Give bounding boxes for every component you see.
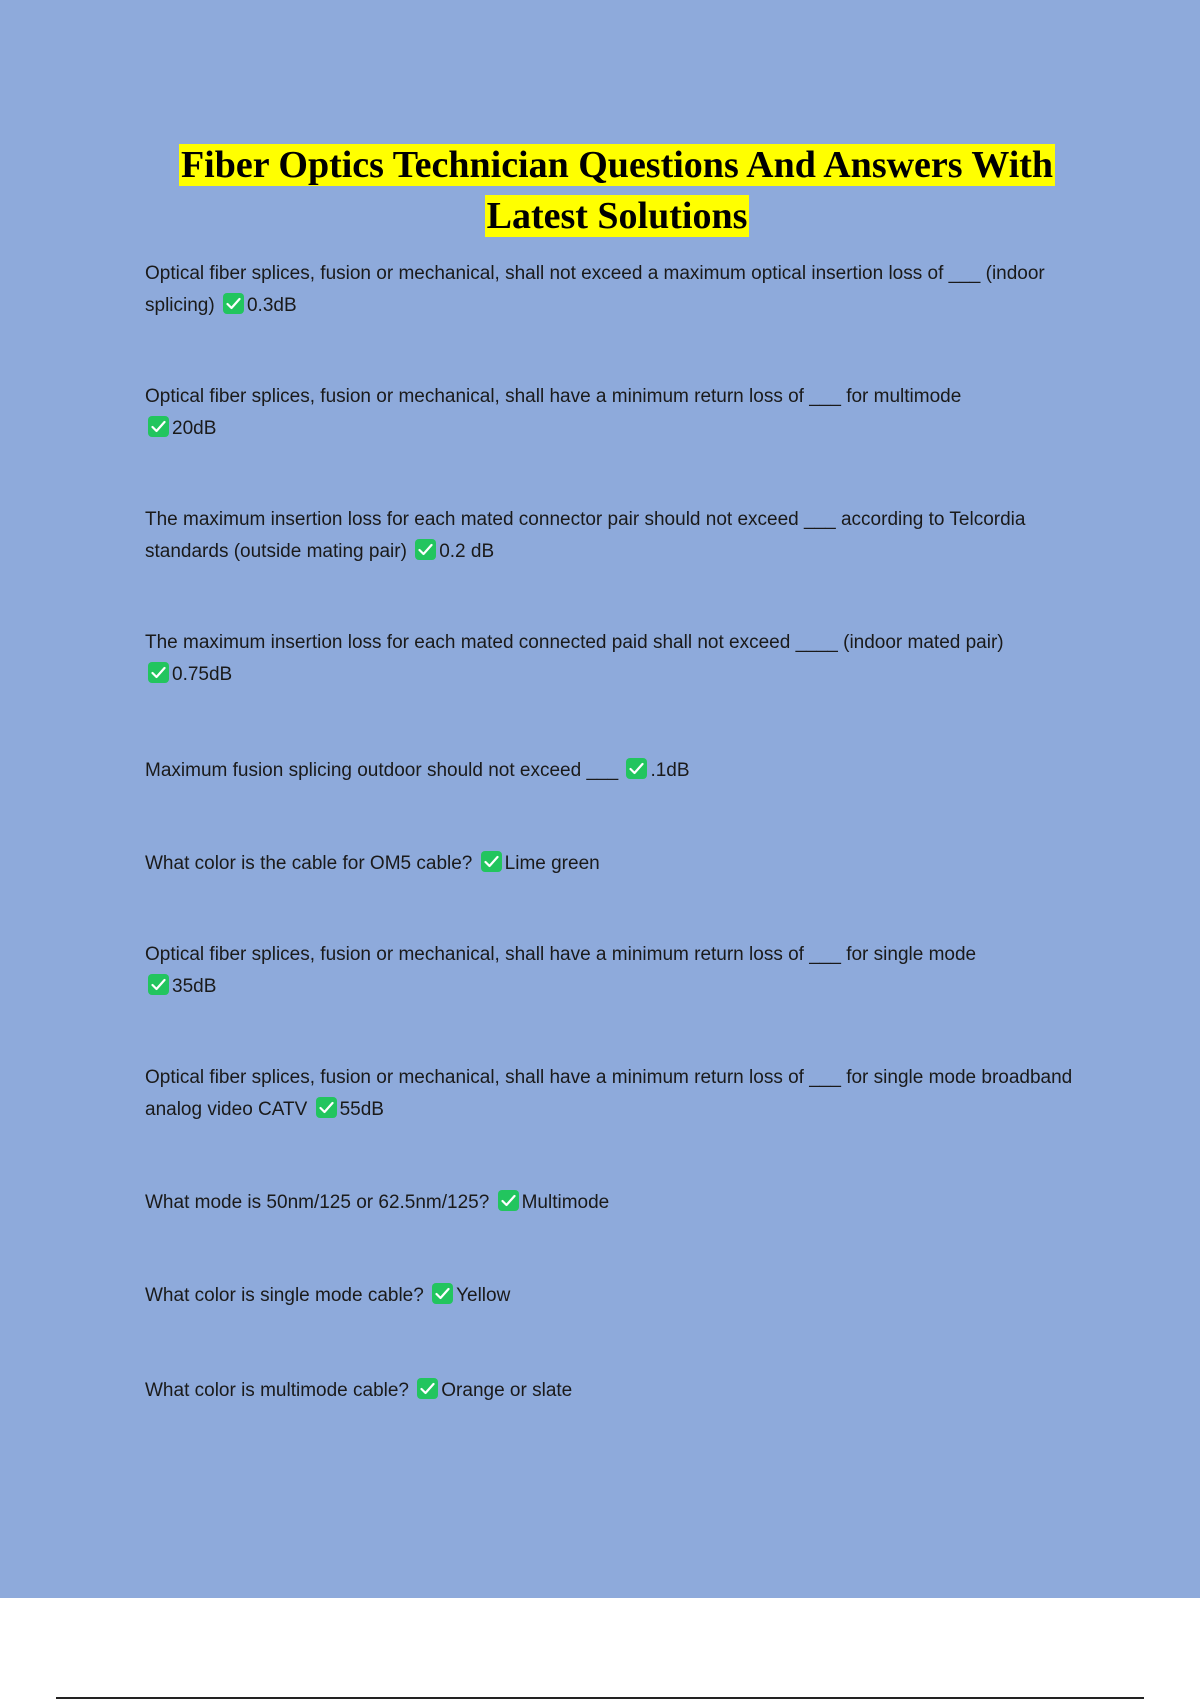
- question-text: Optical fiber splices, fusion or mechanical, shall have a minimum return loss of ___ for single mode: [145, 944, 977, 965]
- check-icon: [417, 1378, 438, 1399]
- answer-text: 20dB: [172, 418, 217, 439]
- question-text: What color is single mode cable?: [145, 1285, 424, 1306]
- title-line-1: Fiber Optics Technician Questions And Answers With: [180, 144, 1054, 186]
- check-icon: [498, 1190, 519, 1211]
- question-text: What mode is 50nm/125 or 62.5nm/125?: [145, 1192, 490, 1213]
- title-line-2: Latest Solutions: [486, 195, 748, 237]
- check-icon: [148, 662, 169, 683]
- question-text: The maximum insertion loss for each mated connector pair should not exceed ___ according to Telcordia standards (outside mating pair): [145, 509, 1026, 562]
- answer-text: Multimode: [521, 1192, 610, 1213]
- question-text: Optical fiber splices, fusion or mechanical, shall have a minimum return loss of ___ for multimode: [145, 386, 962, 407]
- answer-text: 0.2 dB: [439, 541, 495, 562]
- answer-text: 0.3dB: [246, 295, 297, 316]
- check-icon: [626, 758, 647, 779]
- question-text: What color is the cable for OM5 cable?: [145, 853, 473, 874]
- check-icon: [415, 539, 436, 560]
- check-icon: [223, 293, 244, 314]
- qa-item: [145, 504, 1105, 568]
- qa-item: [145, 381, 1105, 445]
- qa-item: [145, 848, 1105, 880]
- check-icon: [148, 416, 169, 437]
- question-text: Optical fiber splices, fusion or mechanical, shall not exceed a maximum optical insertion loss of ___ (indoor splicing): [145, 263, 1045, 316]
- question-text: Optical fiber splices, fusion or mechanical, shall have a minimum return loss of ___ for single mode broadband analog video CATV: [145, 1067, 1073, 1120]
- answer-text: Lime green: [504, 853, 600, 874]
- check-icon: [148, 974, 169, 995]
- question-text: What color is multimode cable?: [145, 1380, 409, 1401]
- question-text: The maximum insertion loss for each mated connected paid shall not exceed ____ (indoor mated pair): [145, 632, 1004, 653]
- answer-text: 0.75dB: [172, 664, 233, 685]
- qa-item: [145, 755, 1105, 787]
- footer-divider: [56, 1697, 1144, 1699]
- answer-text: 35dB: [172, 976, 217, 997]
- qa-item: [145, 939, 1105, 1003]
- qa-item: [145, 627, 1105, 691]
- answer-text: .1dB: [650, 760, 690, 781]
- qa-item: [145, 1187, 1105, 1219]
- qa-item: [145, 1280, 1105, 1312]
- document-title: [90, 140, 1144, 242]
- qa-item: [145, 1375, 1105, 1407]
- qa-item: [145, 1062, 1105, 1126]
- check-icon: [316, 1097, 337, 1118]
- question-text: Maximum fusion splicing outdoor should not exceed ___: [145, 760, 619, 781]
- answer-text: Yellow: [456, 1285, 511, 1306]
- answer-text: 55dB: [339, 1099, 384, 1120]
- qa-item: [145, 258, 1105, 322]
- check-icon: [481, 851, 502, 872]
- check-icon: [432, 1283, 453, 1304]
- answer-text: Orange or slate: [441, 1380, 573, 1401]
